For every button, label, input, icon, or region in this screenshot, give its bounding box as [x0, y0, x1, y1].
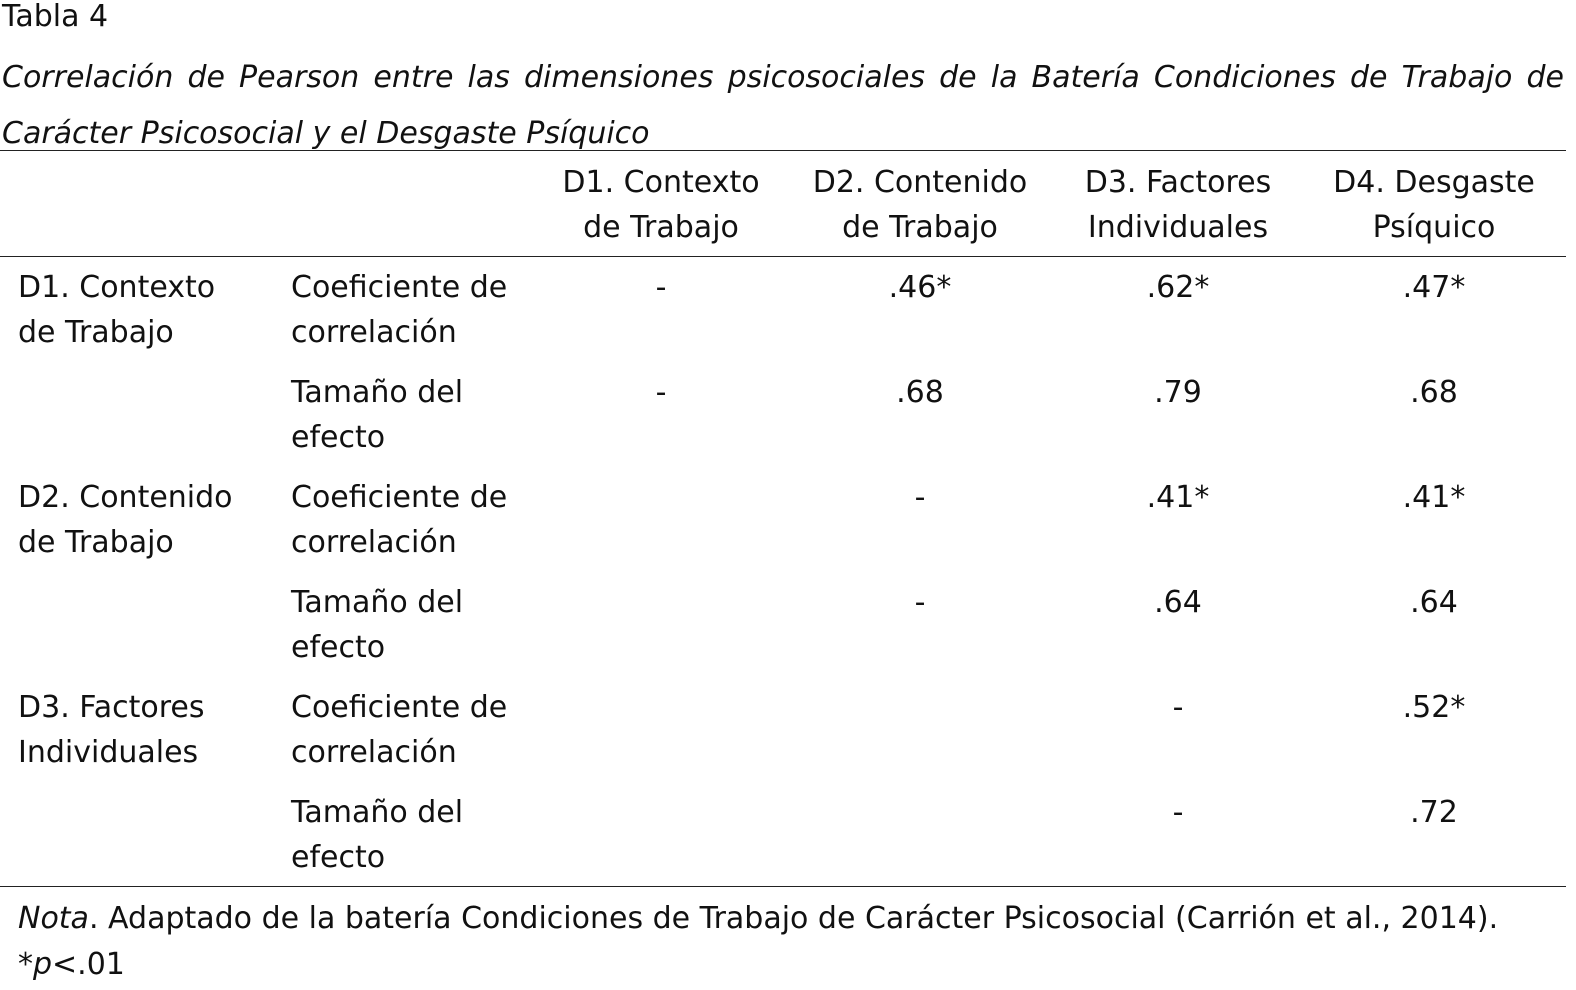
row-dimension-d2	[18, 475, 233, 565]
column-header-d3-line-1: D3. Factores	[1084, 165, 1272, 200]
stat-label-coef-line-1: Coeficiente de	[291, 690, 508, 725]
column-header-d1-line-2: de Trabajo	[583, 210, 739, 245]
column-header-d4	[1304, 160, 1564, 250]
column-header-d1-line-1: D1. Contexto	[562, 165, 760, 200]
table-cell: .64	[1154, 585, 1202, 620]
stat-label-effect	[291, 790, 463, 880]
row-dimension-d1	[18, 265, 215, 355]
stat-label-coef-line-1: Coeficiente de	[291, 480, 508, 515]
table-cell: -	[914, 585, 926, 620]
table-note-line-1	[18, 896, 1498, 942]
table-cell: .41*	[1402, 480, 1466, 515]
table-title	[2, 50, 1564, 162]
row-dimension-d2-line-1: D2. Contenido	[18, 480, 233, 515]
row-dimension-d1-line-1: D1. Contexto	[18, 270, 216, 305]
table-cell: -	[1172, 690, 1184, 725]
table-cell: .52*	[1402, 690, 1466, 725]
stat-label-effect-line-2: efecto	[291, 840, 386, 875]
note-label: Nota	[18, 901, 89, 936]
table-cell: .46*	[888, 270, 952, 305]
row-dimension-d2-line-2: de Trabajo	[18, 525, 174, 560]
table-note	[18, 896, 1498, 988]
table-cell: .47*	[1402, 270, 1466, 305]
stat-label-coef	[291, 475, 507, 565]
stat-label-coef-line-2: correlación	[291, 735, 457, 770]
table-cell: -	[655, 270, 667, 305]
column-header-d2-line-2: de Trabajo	[842, 210, 998, 245]
row-dimension-d1-line-2: de Trabajo	[18, 315, 174, 350]
table-title-line-1: Correlación de Pearson entre las dimensiones psicosociales de la Batería Condiciones de Trabajo de	[2, 60, 1564, 95]
sig-prefix: *	[18, 947, 33, 982]
column-header-d4-line-1: D4. Desgaste	[1333, 165, 1535, 200]
column-header-d4-line-2: Psíquico	[1372, 210, 1496, 245]
table-header-rule	[0, 256, 1566, 257]
stat-label-effect-line-1: Tamaño del	[291, 795, 464, 830]
table-cell: .62*	[1146, 270, 1210, 305]
table-bottom-rule	[0, 886, 1566, 887]
stat-label-coef	[291, 685, 507, 775]
stat-label-coef-line-1: Coeficiente de	[291, 270, 508, 305]
column-header-d1	[531, 160, 791, 250]
stat-label-effect	[291, 370, 463, 460]
table-cell: .72	[1410, 795, 1458, 830]
sig-p: p	[33, 947, 53, 982]
table-cell: .41*	[1146, 480, 1210, 515]
table-cell: .68	[1410, 375, 1458, 410]
stat-label-coef-line-2: correlación	[291, 525, 457, 560]
row-dimension-d3-line-2: Individuales	[18, 735, 199, 770]
significance-note	[18, 942, 1498, 988]
table-cell: -	[655, 375, 667, 410]
note-text: . Adaptado de la batería Condiciones de Trabajo de Carácter Psicosocial (Carrión et al., 2014).	[88, 901, 1499, 936]
stat-label-coef	[291, 265, 507, 355]
stat-label-effect	[291, 580, 463, 670]
table-cell: .79	[1154, 375, 1202, 410]
column-header-d3	[1048, 160, 1308, 250]
column-header-d2-line-1: D2. Contenido	[812, 165, 1028, 200]
stat-label-effect-line-1: Tamaño del	[291, 585, 464, 620]
stat-label-effect-line-1: Tamaño del	[291, 375, 464, 410]
stat-label-coef-line-2: correlación	[291, 315, 457, 350]
column-header-d2	[790, 160, 1050, 250]
row-dimension-d3-line-1: D3. Factores	[18, 690, 205, 725]
table-cell: .68	[896, 375, 944, 410]
table-title-line-2: Carácter Psicosocial y el Desgaste Psíquico	[2, 116, 650, 151]
table-cell: .64	[1410, 585, 1458, 620]
table-cell: -	[1172, 795, 1184, 830]
sig-rest: <.01	[52, 947, 125, 982]
table-top-rule	[0, 150, 1566, 151]
stat-label-effect-line-2: efecto	[291, 420, 386, 455]
row-dimension-d3	[18, 685, 205, 775]
table-cell: -	[914, 480, 926, 515]
stat-label-effect-line-2: efecto	[291, 630, 386, 665]
table-label: Tabla 4	[2, 0, 109, 34]
column-header-d3-line-2: Individuales	[1087, 210, 1269, 245]
